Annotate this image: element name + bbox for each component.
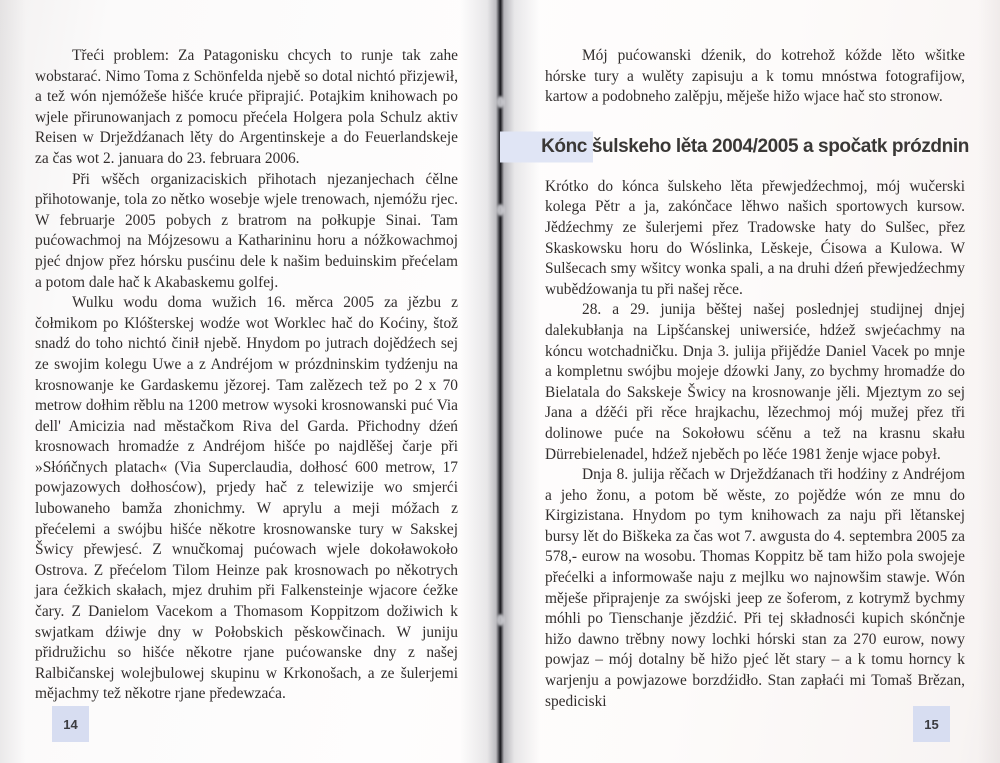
body-paragraph: Krótko do kónca šulskeho lěta přewjedźechmoj, mój wučerski kolega Pětr a ja, zakónčace lěhwo našich sportowych kursow. Jědźechmy ze šulerjemi přez Tradowske haty do Sulšec, přez Skaskowsku horu do Wóslinka, Lěskeje, Ćisowa a Kulowa. W Sulšecach smy wšitcy wonka spali, a na druhi dźeń přewjedźechmy wubědźowanja tu při našej rěce. [545,177,965,298]
page-number-right: 15 [924,716,939,732]
body-paragraph: 28. a 29. junija běštej našej poslednjej studijnej dnjej dalekubłanja na Lipšćanskej uniwersiće, hdźež swjećachmy na kóncu wotchadničku. Dnja 3. julija přijědźe Daniel Vacek po mnje a kompletnu swójbu mojeje dźowki Jany, zo bychmy hromadźe do Bielatala do Sakskeje Šwicy na krosnowanje jěli. Mjeztym zo sej Jana a dźěći při rěce hrajkachu, lězechmoj mój mužej přez tři dolinowe puće na Sokołowu sćěnu a tež na krasnu skału Dürrebielenadel, hdźež njeběch po lěće 1981 ženje wjace pobył. [545,301,965,463]
body-paragraph: Wulku wodu doma wužich 16. měrca 2005 za jězbu z čołmikom po Klóšterskej wodźe wot Worklec hač do Koćiny, štož snadź do toho nichtó činił njebě. Hnydom po jutrach dojědźech sej ze swojim kolegu Uwe a z Andréjom w prózdninskim tydźenju na krosnowanje ke Gardaskemu jězorej. Tam zalězech tež po 2 x 70 metrow dołhim rěblu na 1200 metrow wysoki krosnowanski puć Via dell' Amicizia nad městačkom Riva del Garda. Přichodny dźeń krosnowach hromadźe z Andréjom hišće po najdlěšej čarje při »Słóńčnych platach« (Via Superclaudia, dołhosć 600 metrow, 17 powjazowych dołhosćow), prjedy hač z telewizije wo smjerći lubowaneho bamža zhonichmy. W aprylu a meji móžach z přećelemi a swójbu hišće někotre krosnowanske tury w Sakskej Šwicy přewjesć. Z wnučkomaj pućowach wjele dokoławokoło Ostrova. Z přećelom Tilom Heinze pak krosnowach po někotrych jara ćežkich skałach, mjez druhim při Falkensteinje wjacore ćežke čary. Z Danielom Vacekom a Thomasom Koppitzom dožiwich k swjatkam dźiwje dny w Połobskich pěskowčinach. W juniju přidružichu so hišće někotre rjane pućowanske dny z našej Ralbičanskej wolejbulowej skupinu w Krkonošach, a ze šulerjemi mějachmy tež někotre rjane předewzaća. [35,294,458,703]
left-text-column [35,46,458,705]
page-number-box-left [52,706,89,742]
page-number-left: 14 [63,716,78,732]
section-heading: Kónc šulskeho lěta 2004/2005 a spočatk prózdnin [541,135,969,157]
body-paragraph: Dnja 8. julija rěčach w Drježdźanach tři hodźiny z Andréjom a jeho žonu, a potom bě wěste, zo pojědźe wón ze mnu do Kirgizistana. Hnydom po tym knihowach za naju při lětanskej bursy lět do Biškeka za čas wot 7. awgusta do 4. septembra 2005 za 578,- eurow na wosobu. Thomas Koppitz bě tam hižo pola swojeje přećelki a informowaše naju z mejlku wo najnowšim stawje. Wón měješe připrajenje za swójski jeep ze šoferom, z kotrymž bychmy móhli po Tienschanje jězdźić. Při tej składnosći kupich skónčnje hižo dawno trěbny nowy lochki hórski stan za 270 eurow, nowy powjaz – mój dotalny bě hižo pjeć lět stary – a k tomu horncy k warjenju a powjazowe borzdźidło. Stan zapłaći mi Tomaš Brězan, spediciski [545,466,965,710]
page-right [500,0,1000,763]
body-paragraph: Při wšěch organizaciskich přihotach njezanjechach ćělne přihotowanje, tola zo nětko wosebje wjele trenowach, njemóžu rjec. W februarje 2005 pobych z bratrom na połkupje Sinai. Tam pućowachmoj na Mójzesowu a Katharininu horu a nóžkowachmoj pjeć dnjow přez hórsku pusćinu dele k našim beduinskim přećelam a potom dale hač k Akabaskemu golfej. [35,170,458,291]
page-number-box-right [913,706,950,742]
body-paragraph: Mój pućowanski dźenik, do kotrehož kóžde lěto wšitke hórske tury a wulěty zapisuju a k tomu mnóstwa fotografijow, kartow a podobneho zalěpju, měješe hižo wjace hač sto stronow. [545,47,965,106]
right-text-column [541,46,969,712]
body-paragraph: Třeći problem: Za Patagonisku chcych to runje tak zahe wobstarać. Nimo Toma z Schönfelda njebě so dotal nichtó přizjewił, a tež wón njemóžeše hišće kruće připrajić. Potajkim knihowach po wjele přirunowanjach z pomocu přećela Holgera pola Schulz aktiv Reisen w Drježdźanach lěty do Argentinskeje a do Feuerlandskeje za čas wot 2. januara do 23. februara 2006. [35,47,458,167]
section-heading-row [541,132,969,163]
